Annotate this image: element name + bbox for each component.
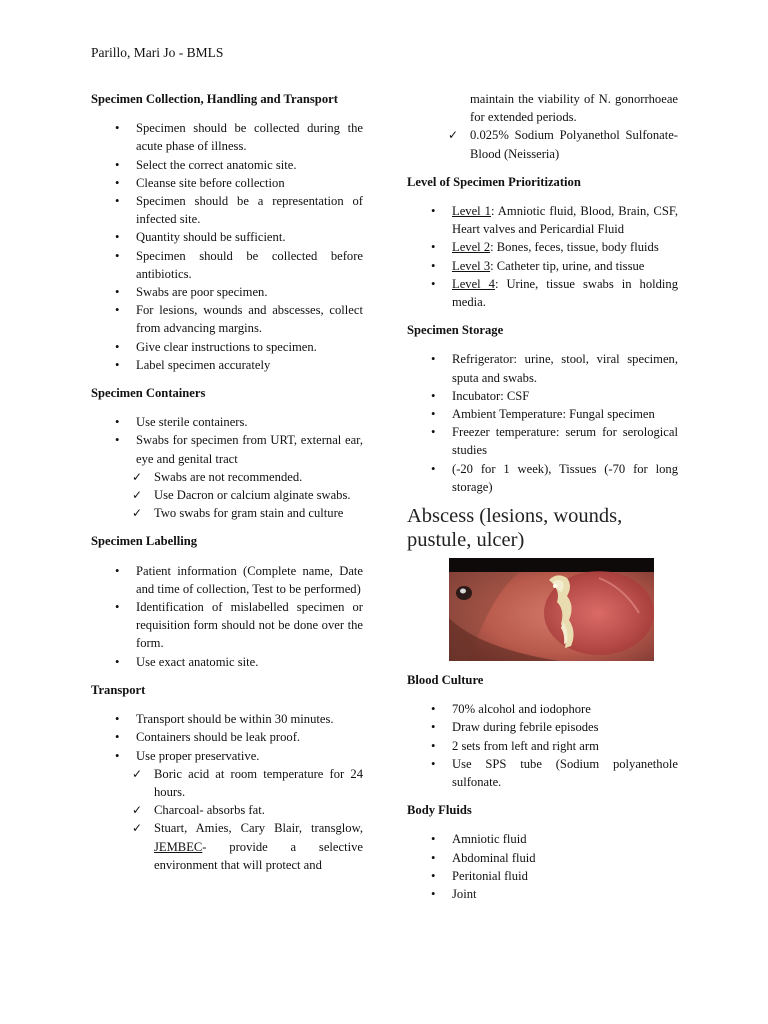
list-item: • For lesions, wounds and abscesses, collect from advancing margins. — [91, 301, 363, 337]
abscess-heading: Abscess (lesions, wounds, pustule, ulcer) — [407, 505, 623, 552]
list-item: • Quantity should be sufficient. — [91, 228, 363, 246]
list-item — [407, 257, 678, 275]
list-item: • Peritonial fluid — [407, 867, 678, 885]
list-item: • Use proper preservative. — [91, 747, 363, 765]
level-text: : Catheter tip, urine, and tissue — [490, 258, 645, 273]
level-label: Level 3 — [452, 258, 491, 273]
continuation-text: maintain the viability of N. gonorrhoeae for extended periods. — [470, 92, 678, 125]
list-item: • Specimen should be collected during the acute phase of illness. — [91, 119, 363, 155]
list-item: • Give clear instructions to specimen. — [91, 338, 363, 356]
list-item: • Draw during febrile episodes — [407, 718, 678, 736]
list-item: • Identification of mislabelled specimen or requisition form should not be done over the form. — [91, 598, 363, 653]
level-label: Level 1 — [452, 204, 491, 219]
blood-culture-list — [407, 700, 678, 791]
check-item — [91, 819, 363, 874]
list-item: • Joint — [407, 885, 678, 903]
section-title-blood-culture: Blood Culture — [407, 673, 484, 688]
containers-list — [91, 413, 363, 468]
list-item — [407, 275, 678, 311]
transport-list — [91, 710, 363, 765]
list-item: • Select the correct anatomic site. — [91, 156, 363, 174]
list-item: • Specimen should be collected before antibiotics. — [91, 247, 363, 283]
level-text: : Bones, feces, tissue, body fluids — [490, 240, 659, 255]
section-title-transport: Transport — [91, 682, 146, 697]
list-item: • Use SPS tube (Sodium polyanethole sulfonate. — [407, 755, 678, 791]
list-item: • Label specimen accurately — [91, 356, 363, 374]
list-item: • Freezer temperature: serum for serological studies — [407, 423, 678, 459]
body-fluids-list — [407, 830, 678, 903]
level-label: Level 4 — [452, 276, 495, 291]
jembec-underlined: JEMBEC — [154, 839, 203, 854]
level-label: Level 2 — [452, 240, 491, 255]
section-title-containers: Specimen Containers — [91, 386, 206, 401]
transport-checklist — [91, 765, 363, 874]
continuation-checklist — [407, 126, 678, 162]
left-column — [91, 90, 363, 874]
check-item: ✓ Two swabs for gram stain and culture — [91, 504, 363, 522]
containers-checklist — [91, 468, 363, 523]
storage-list — [407, 350, 678, 496]
list-item: • Transport should be within 30 minutes. — [91, 710, 363, 728]
check-item: ✓ Swabs are not recommended. — [91, 468, 363, 486]
list-item: • Cleanse site before collection — [91, 174, 363, 192]
right-column — [407, 90, 678, 903]
prioritization-list — [407, 202, 678, 311]
list-item: • 70% alcohol and iodophore — [407, 700, 678, 718]
level-text: : Urine, tissue swabs in holding media. — [452, 276, 678, 310]
check-item: ✓ Charcoal- absorbs fat. — [91, 801, 363, 819]
labelling-list — [91, 562, 363, 671]
list-item: • Abdominal fluid — [407, 849, 678, 867]
list-item: • Amniotic fluid — [407, 830, 678, 848]
list-item: • (-20 for 1 week), Tissues (-70 for long storage) — [407, 460, 678, 496]
list-item — [407, 238, 678, 256]
list-item: • Refrigerator: urine, stool, viral specimen, sputa and swabs. — [407, 350, 678, 386]
section-title-collection: Specimen Collection, Handling and Transport — [91, 92, 338, 106]
list-item: • Use exact anatomic site. — [91, 653, 363, 671]
list-item: • Use sterile containers. — [91, 413, 363, 431]
list-item — [407, 202, 678, 238]
check-item: ✓ 0.025% Sodium Polyanethol Sulfonate-Blood (Neisseria) — [407, 126, 678, 162]
check-item-suffix: - provide a selective environment that will protect and — [154, 839, 363, 872]
document-header: Parillo, Mari Jo - BMLS — [91, 45, 224, 60]
list-item: • Swabs are poor specimen. — [91, 283, 363, 301]
abscess-photo — [449, 558, 654, 661]
section-title-labelling: Specimen Labelling — [91, 534, 198, 549]
list-item: • Patient information (Complete name, Date and time of collection, Test to be performed) — [91, 562, 363, 598]
check-item: ✓ Use Dacron or calcium alginate swabs. — [91, 486, 363, 504]
list-item: • 2 sets from left and right arm — [407, 737, 678, 755]
list-item: • Swabs for specimen from URT, external ear, eye and genital tract — [91, 431, 363, 467]
section-title-prioritization: Level of Specimen Prioritization — [407, 174, 581, 189]
check-item: ✓ Boric acid at room temperature for 24 hours. — [91, 765, 363, 801]
list-item: • Ambient Temperature: Fungal specimen — [407, 405, 678, 423]
list-item: • Incubator: CSF — [407, 387, 678, 405]
section-title-storage: Specimen Storage — [407, 323, 504, 338]
collection-list — [91, 119, 363, 374]
level-text: : Amniotic fluid, Blood, Brain, CSF, Heart valves and Pericardial Fluid — [452, 204, 678, 237]
check-item-prefix: Stuart, Amies, Cary Blair, transglow, — [154, 821, 363, 836]
list-item: • Containers should be leak proof. — [91, 728, 363, 746]
list-item: • Specimen should be a representation of infected site. — [91, 192, 363, 228]
section-title-body-fluids: Body Fluids — [407, 803, 472, 818]
